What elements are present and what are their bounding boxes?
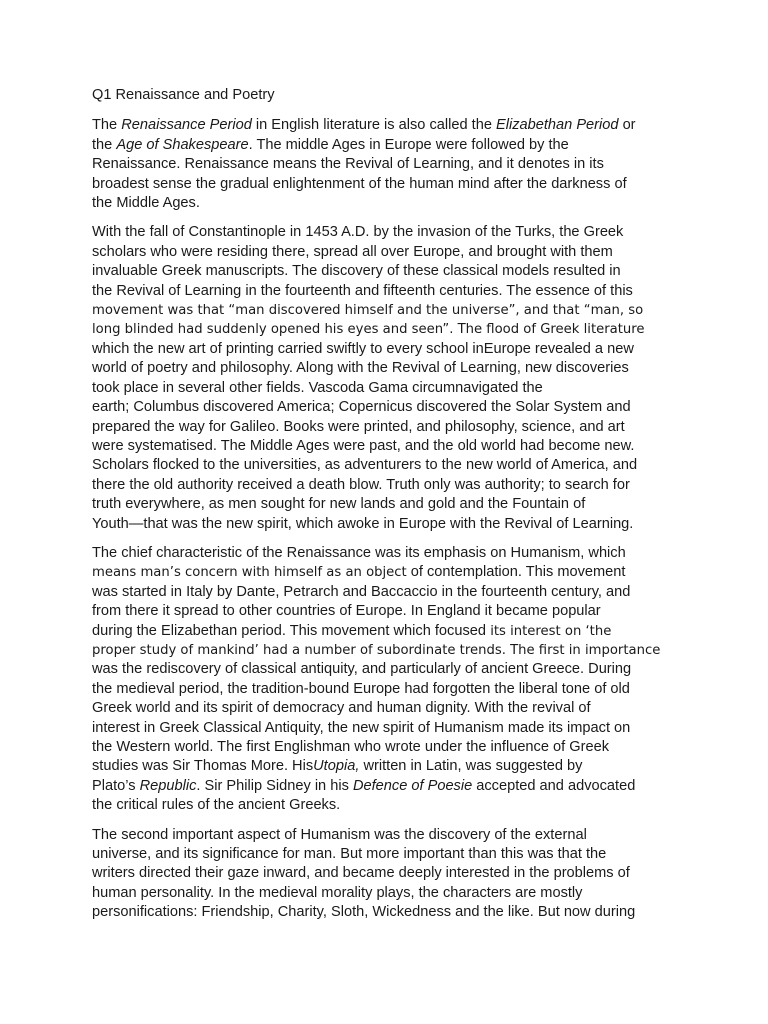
text-line bbox=[92, 602, 682, 621]
text-segment: invaluable Greek manuscripts. The discovery of these classical models resulted in bbox=[92, 263, 621, 280]
paragraph bbox=[92, 223, 682, 534]
text-segment: . Sir Philip Sidney in his bbox=[196, 777, 353, 794]
text-line bbox=[92, 680, 682, 699]
text-segment: Youth—that was the new spirit, which awoke in Europe with the Revival of Learning. bbox=[92, 515, 634, 532]
text-line bbox=[92, 884, 682, 903]
document-page bbox=[92, 86, 682, 933]
text-line bbox=[92, 320, 682, 339]
text-line bbox=[92, 622, 682, 641]
text-line bbox=[92, 544, 682, 563]
text-segment: Renaissance. Renaissance means the Revival of Learning, and it denotes in its bbox=[92, 156, 604, 173]
text-line bbox=[92, 796, 682, 815]
text-line bbox=[92, 660, 682, 679]
text-segment: movement was that “man discovered himself and the universe”, and that “man, so bbox=[92, 303, 644, 319]
text-line bbox=[92, 476, 682, 495]
text-line bbox=[92, 719, 682, 738]
text-segment: which the new art of printing carried swiftly to every school inEurope revealed a new bbox=[92, 340, 634, 357]
text-line bbox=[92, 699, 682, 718]
text-segment: interest in Greek Classical Antiquity, the new spirit of Humanism made its impact on bbox=[92, 719, 631, 736]
text-segment: The chief characteristic of the Renaissance was its emphasis on Humanism, which bbox=[92, 544, 626, 561]
text-segment: or bbox=[618, 117, 636, 134]
text-segment: human personality. In the medieval morality plays, the characters are mostly bbox=[92, 884, 583, 901]
text-segment: . The middle Ages in Europe were followed by the bbox=[248, 136, 569, 153]
text-line bbox=[92, 903, 682, 922]
text-segment: With the fall of Constantinople in 1453 A.D. by the invasion of the Turks, the Greek bbox=[92, 224, 624, 241]
text-segment: its interest on ‘the bbox=[486, 623, 612, 639]
text-segment: scholars who were residing there, spread all over Europe, and brought with them bbox=[92, 243, 613, 260]
text-line bbox=[92, 826, 682, 845]
text-segment: world of poetry and philosophy. Along with the Revival of Learning, new discoveries bbox=[92, 360, 629, 377]
text-line bbox=[92, 757, 682, 776]
text-line bbox=[92, 641, 682, 660]
text-segment: written in Latin, was suggested by bbox=[359, 758, 583, 775]
text-segment: truth everywhere, as men sought for new lands and gold and the Fountain of bbox=[92, 496, 586, 513]
text-segment: the Revival of Learning in the fourteenth and fifteenth centuries. The essence of this bbox=[92, 282, 633, 299]
body-text bbox=[92, 116, 682, 922]
italic-text: Republic bbox=[139, 777, 197, 794]
text-line bbox=[92, 155, 682, 174]
text-line bbox=[92, 223, 682, 242]
text-segment: accepted and advocated bbox=[472, 777, 636, 794]
text-line bbox=[92, 136, 682, 155]
text-segment: The bbox=[92, 117, 122, 134]
text-line bbox=[92, 340, 682, 359]
text-segment: universe, and its significance for man. But more important than this was that the bbox=[92, 846, 607, 863]
text-line bbox=[92, 301, 682, 320]
text-segment: of contemplation. This movement bbox=[406, 564, 626, 581]
text-line bbox=[92, 738, 682, 757]
text-segment: the bbox=[92, 136, 117, 153]
text-line bbox=[92, 495, 682, 514]
text-line bbox=[92, 845, 682, 864]
page-title: Q1 Renaissance and Poetry bbox=[92, 87, 275, 103]
text-line bbox=[92, 418, 682, 437]
text-segment: were systematised. The Middle Ages were past, and the old world had become new. bbox=[92, 437, 635, 454]
text-segment: in English literature is also called the bbox=[251, 117, 496, 134]
text-line bbox=[92, 359, 682, 378]
text-segment: studies was Sir Thomas More. His bbox=[92, 758, 314, 775]
text-line bbox=[92, 398, 682, 417]
text-line bbox=[92, 864, 682, 883]
text-segment: took place in several other fields. Vascoda Gama circumnavigated the bbox=[92, 379, 543, 396]
text-segment: was started in Italy by Dante, Petrarch and Baccaccio in the fourteenth century, and bbox=[92, 583, 631, 600]
italic-text: Utopia, bbox=[313, 758, 360, 775]
text-line bbox=[92, 583, 682, 602]
text-segment: from there it spread to other countries of Europe. In England it became popular bbox=[92, 603, 601, 620]
text-segment: during the Elizabethan period. This movement which focused bbox=[92, 622, 486, 639]
text-segment: the Western world. The first Englishman who wrote under the influence of Greek bbox=[92, 739, 609, 755]
text-line bbox=[92, 282, 682, 301]
text-line bbox=[92, 563, 682, 582]
text-line bbox=[92, 175, 682, 194]
text-segment: was the rediscovery of classical antiquity, and particularly of ancient Greece. During bbox=[92, 661, 632, 678]
paragraph bbox=[92, 826, 682, 923]
paragraph bbox=[92, 116, 682, 213]
text-segment: Plato’s bbox=[92, 777, 140, 794]
italic-text: Defence of Poesie bbox=[352, 777, 473, 794]
text-line bbox=[92, 262, 682, 281]
text-segment: writers directed their gaze inward, and became deeply interested in the problems of bbox=[92, 865, 630, 882]
italic-text: Renaissance Period bbox=[121, 117, 252, 134]
text-segment: broadest sense the gradual enlightenment of the human mind after the darkness of bbox=[92, 175, 627, 192]
text-line bbox=[92, 116, 682, 135]
text-segment: Greek world and its spirit of democracy and human dignity. With the revival of bbox=[92, 700, 591, 717]
paragraph bbox=[92, 544, 682, 816]
text-line bbox=[92, 379, 682, 398]
text-segment: the critical rules of the ancient Greeks. bbox=[92, 797, 341, 814]
text-line bbox=[92, 437, 682, 456]
text-segment: proper study of mankind’ had a number of subordinate trends. The first in importance bbox=[92, 642, 661, 658]
text-line bbox=[92, 456, 682, 475]
text-line bbox=[92, 515, 682, 534]
text-segment: prepared the way for Galileo. Books were printed, and philosophy, science, and art bbox=[92, 418, 625, 435]
text-segment: The second important aspect of Humanism was the discovery of the external bbox=[92, 826, 587, 843]
text-segment: means man’s concern with himself as an object bbox=[92, 565, 407, 581]
text-line bbox=[92, 243, 682, 262]
text-segment: the Middle Ages. bbox=[92, 195, 200, 212]
text-line bbox=[92, 777, 682, 796]
text-segment: personifications: Friendship, Charity, Sloth, Wickedness and the like. But now during bbox=[92, 904, 636, 921]
italic-text: Age of Shakespeare bbox=[116, 136, 249, 153]
italic-text: Elizabethan Period bbox=[496, 117, 619, 134]
text-segment: Scholars flocked to the universities, as adventurers to the new world of America, and bbox=[92, 457, 638, 474]
text-segment: the medieval period, the tradition-bound Europe had forgotten the liberal tone of old bbox=[92, 680, 630, 697]
text-segment: there the old authority received a death blow. Truth only was authority; to search for bbox=[92, 476, 630, 493]
text-line bbox=[92, 194, 682, 213]
text-segment: earth; Columbus discovered America; Copernicus discovered the Solar System and bbox=[92, 399, 631, 416]
text-segment: long blinded had suddenly opened his eyes and seen”. The flood of Greek literature bbox=[92, 322, 645, 338]
